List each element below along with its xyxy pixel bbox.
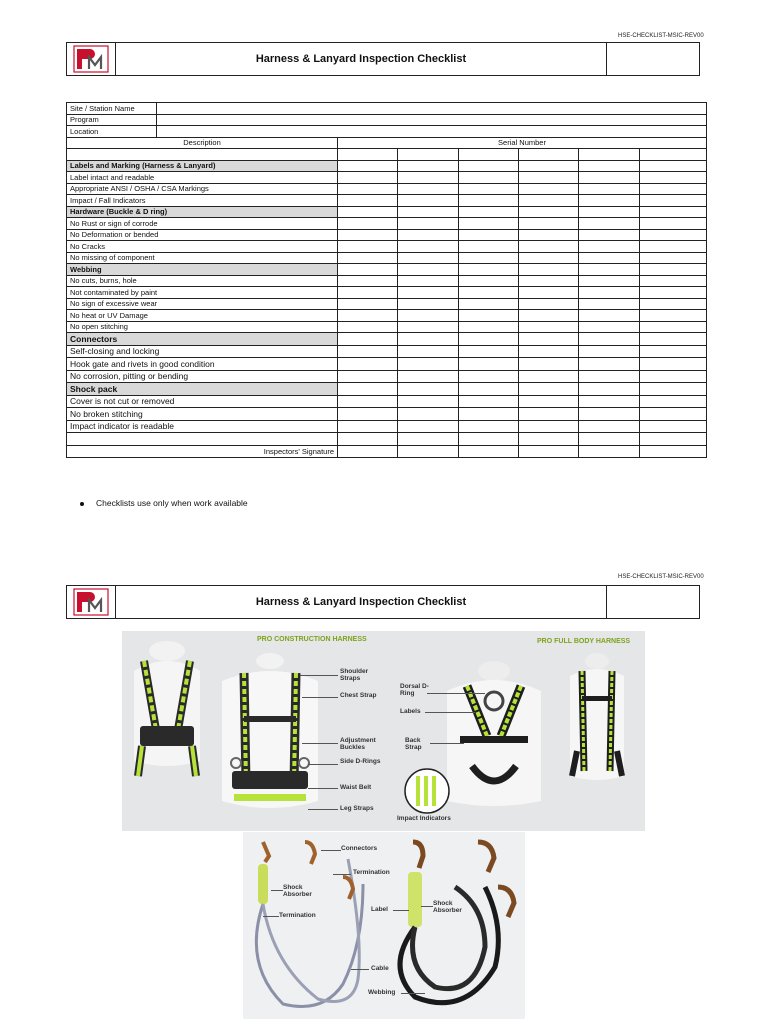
check-cell[interactable] [579, 358, 640, 371]
checklist-item-row [67, 310, 707, 322]
check-cell[interactable] [398, 252, 459, 264]
check-cell[interactable] [519, 206, 579, 218]
column-header-row [67, 137, 707, 149]
check-cell[interactable] [459, 370, 519, 383]
check-cell[interactable] [459, 321, 519, 333]
serial-number-header: Serial Number [338, 137, 707, 149]
document-ref-box [606, 586, 699, 618]
label-adjustment-buckles: Adjustment Buckles [340, 737, 376, 751]
checklist-item-label: Self-closing and locking [67, 345, 338, 358]
check-cell[interactable] [640, 206, 707, 218]
check-cell[interactable] [338, 358, 398, 371]
checklist-item-label: No heat or UV Damage [67, 310, 338, 322]
signature-row [67, 445, 707, 458]
section-heading: Connectors [67, 333, 338, 346]
webbing-lanyard-image [400, 842, 514, 1003]
check-cell[interactable] [519, 183, 579, 195]
checklist-item-label: Impact indicator is readable [67, 420, 338, 433]
check-cell[interactable] [519, 358, 579, 371]
check-cell[interactable] [519, 395, 579, 408]
check-cell[interactable] [579, 264, 640, 276]
check-cell[interactable] [338, 241, 398, 253]
serial-number-cell[interactable] [640, 149, 707, 161]
info-label: Location [67, 126, 157, 138]
serial-number-cell[interactable] [338, 149, 398, 161]
check-cell[interactable] [338, 160, 398, 172]
check-cell[interactable] [398, 298, 459, 310]
checklist-item-row [67, 408, 707, 421]
check-cell[interactable] [338, 321, 398, 333]
checklist-item-label: No open stitching [67, 321, 338, 333]
info-value-field[interactable] [157, 114, 707, 126]
document-code-page2: HSE-CHECKLIST-MSIC-REV00 [618, 574, 704, 580]
blank-cell [67, 149, 338, 161]
info-label: Program [67, 114, 157, 126]
check-cell[interactable] [519, 321, 579, 333]
check-cell[interactable] [459, 172, 519, 184]
check-cell[interactable] [579, 275, 640, 287]
signature-cell[interactable] [338, 445, 398, 458]
check-cell[interactable] [338, 218, 398, 230]
checklist-item-row [67, 395, 707, 408]
checklist-item-label: Cover is not cut or removed [67, 395, 338, 408]
check-cell[interactable] [579, 252, 640, 264]
check-cell[interactable] [519, 298, 579, 310]
check-cell[interactable] [519, 433, 579, 446]
check-cell[interactable] [640, 345, 707, 358]
info-row [67, 114, 707, 126]
info-value-field[interactable] [157, 126, 707, 138]
check-cell[interactable] [398, 160, 459, 172]
check-cell[interactable] [459, 218, 519, 230]
check-cell[interactable] [338, 345, 398, 358]
section-heading-row [67, 160, 707, 172]
checklist-item-label: No corrosion, pitting or bending [67, 370, 338, 383]
checklist-item-label: No Rust or sign of corrode [67, 218, 338, 230]
check-cell[interactable] [459, 433, 519, 446]
construction-harness-front-image [222, 653, 318, 808]
checklist-item-label: No broken stitching [67, 408, 338, 421]
harness-diagram-photo [122, 631, 645, 831]
check-cell[interactable] [640, 172, 707, 184]
check-cell[interactable] [398, 358, 459, 371]
company-logo [67, 586, 116, 618]
serial-number-row [67, 149, 707, 161]
check-cell[interactable] [338, 172, 398, 184]
check-cell[interactable] [640, 333, 707, 346]
check-cell[interactable] [640, 241, 707, 253]
check-cell[interactable] [398, 264, 459, 276]
checklist-item-label: Hook gate and rivets in good condition [67, 358, 338, 371]
check-cell[interactable] [338, 310, 398, 322]
check-cell[interactable] [579, 408, 640, 421]
check-cell[interactable] [338, 333, 398, 346]
label-shock-absorber-left: Shock Absorber [283, 884, 312, 898]
check-cell[interactable] [640, 358, 707, 371]
check-cell[interactable] [338, 183, 398, 195]
label-chest-strap: Chest Strap [340, 692, 377, 699]
info-row [67, 126, 707, 138]
checklist-item-row [67, 241, 707, 253]
check-cell[interactable] [579, 310, 640, 322]
checklist-item-label: No sign of excessive wear [67, 298, 338, 310]
checklist-item-label: Label intact and readable [67, 172, 338, 184]
check-cell[interactable] [640, 370, 707, 383]
check-cell[interactable] [338, 287, 398, 299]
check-cell[interactable] [519, 345, 579, 358]
document-header [66, 42, 700, 76]
checklist-item-row [67, 358, 707, 371]
check-cell[interactable] [579, 433, 640, 446]
check-cell[interactable] [640, 229, 707, 241]
document-header-page2 [66, 585, 700, 619]
check-cell[interactable] [459, 383, 519, 396]
signature-label: Inspectors' Signature [67, 445, 338, 458]
check-cell[interactable] [338, 229, 398, 241]
check-cell[interactable] [579, 395, 640, 408]
check-cell[interactable] [398, 241, 459, 253]
note-text: Checklists use only when work available [96, 498, 248, 508]
check-cell[interactable] [459, 345, 519, 358]
check-cell[interactable] [459, 229, 519, 241]
blank-cell [67, 433, 338, 446]
check-cell[interactable] [640, 287, 707, 299]
check-cell[interactable] [338, 370, 398, 383]
check-cell[interactable] [640, 252, 707, 264]
signature-cell[interactable] [398, 445, 459, 458]
section-heading-row [67, 206, 707, 218]
check-cell[interactable] [519, 229, 579, 241]
cable-lanyard-image [256, 842, 363, 1007]
section-heading: Shock pack [67, 383, 338, 396]
check-cell[interactable] [398, 183, 459, 195]
check-cell[interactable] [519, 264, 579, 276]
serial-number-cell[interactable] [579, 149, 640, 161]
checklist-item-row [67, 370, 707, 383]
checklist-item-row [67, 183, 707, 195]
check-cell[interactable] [398, 408, 459, 421]
check-cell[interactable] [519, 275, 579, 287]
label-shoulder-straps: Shoulder Straps [340, 668, 369, 682]
label-label: Label [371, 906, 388, 913]
check-cell[interactable] [459, 160, 519, 172]
check-cell[interactable] [519, 333, 579, 346]
check-cell[interactable] [338, 206, 398, 218]
check-cell[interactable] [640, 433, 707, 446]
fullbody-harness-title: PRO FULL BODY HARNESS [537, 638, 631, 645]
section-heading-row [67, 333, 707, 346]
checklist-item-row [67, 298, 707, 310]
checklist-item-label: No Cracks [67, 241, 338, 253]
check-cell[interactable] [398, 333, 459, 346]
check-cell[interactable] [579, 321, 640, 333]
check-cell[interactable] [398, 218, 459, 230]
check-cell[interactable] [579, 370, 640, 383]
check-cell[interactable] [579, 195, 640, 207]
check-cell[interactable] [398, 433, 459, 446]
check-cell[interactable] [338, 383, 398, 396]
section-heading-row [67, 383, 707, 396]
info-label: Site / Station Name [67, 103, 157, 115]
checklist-item-row [67, 420, 707, 433]
check-cell[interactable] [459, 264, 519, 276]
check-cell[interactable] [519, 241, 579, 253]
check-cell[interactable] [579, 172, 640, 184]
info-row [67, 103, 707, 115]
label-shock-absorber-right: Shock Absorber [433, 900, 462, 914]
check-cell[interactable] [519, 370, 579, 383]
check-cell[interactable] [459, 252, 519, 264]
check-cell[interactable] [519, 252, 579, 264]
check-cell[interactable] [519, 195, 579, 207]
check-cell[interactable] [640, 408, 707, 421]
check-cell[interactable] [579, 333, 640, 346]
check-cell[interactable] [519, 287, 579, 299]
check-cell[interactable] [398, 321, 459, 333]
check-cell[interactable] [640, 395, 707, 408]
checklist-item-label: Not contaminated by paint [67, 287, 338, 299]
check-cell[interactable] [398, 229, 459, 241]
checklist-note [80, 498, 248, 508]
company-logo [67, 43, 116, 75]
check-cell[interactable] [459, 420, 519, 433]
check-cell[interactable] [579, 298, 640, 310]
check-cell[interactable] [519, 408, 579, 421]
check-cell[interactable] [459, 310, 519, 322]
checklist-item-label: No missing of component [67, 252, 338, 264]
check-cell[interactable] [398, 370, 459, 383]
label-leg-straps: Leg Straps [340, 805, 374, 812]
check-cell[interactable] [459, 298, 519, 310]
check-cell[interactable] [579, 383, 640, 396]
check-cell[interactable] [398, 395, 459, 408]
label-side-d-rings: Side D-Rings [340, 758, 381, 765]
lanyard-diagram-photo [243, 832, 525, 1019]
check-cell[interactable] [459, 395, 519, 408]
check-cell[interactable] [459, 206, 519, 218]
check-cell[interactable] [640, 160, 707, 172]
check-cell[interactable] [459, 275, 519, 287]
check-cell[interactable] [338, 420, 398, 433]
label-impact-indicators: Impact Indicators [397, 815, 451, 822]
signature-cell[interactable] [519, 445, 579, 458]
label-webbing: Webbing [368, 989, 396, 996]
section-heading-row [67, 264, 707, 276]
check-cell[interactable] [519, 310, 579, 322]
check-cell[interactable] [338, 252, 398, 264]
section-heading: Webbing [67, 264, 338, 276]
label-cable: Cable [371, 965, 389, 972]
description-header: Description [67, 137, 338, 149]
blank-row [67, 433, 707, 446]
document-code: HSE-CHECKLIST-MSIC-REV00 [618, 33, 704, 39]
document-title: Harness & Lanyard Inspection Checklist [255, 53, 467, 65]
check-cell[interactable] [398, 195, 459, 207]
check-cell[interactable] [579, 345, 640, 358]
serial-number-cell[interactable] [459, 149, 519, 161]
check-cell[interactable] [519, 160, 579, 172]
check-cell[interactable] [579, 241, 640, 253]
document-title-page2: Harness & Lanyard Inspection Checklist [255, 596, 467, 608]
check-cell[interactable] [640, 195, 707, 207]
check-cell[interactable] [640, 321, 707, 333]
serial-number-cell[interactable] [398, 149, 459, 161]
check-cell[interactable] [640, 275, 707, 287]
checklist-item-label: Appropriate ANSI / OSHA / CSA Markings [67, 183, 338, 195]
check-cell[interactable] [398, 310, 459, 322]
check-cell[interactable] [519, 172, 579, 184]
check-cell[interactable] [459, 287, 519, 299]
check-cell[interactable] [459, 241, 519, 253]
check-cell[interactable] [398, 275, 459, 287]
info-value-field[interactable] [157, 103, 707, 115]
signature-cell[interactable] [579, 445, 640, 458]
check-cell[interactable] [459, 408, 519, 421]
label-dorsal-d-ring: Dorsal D-Ring [400, 683, 429, 697]
construction-harness-title: PRO CONSTRUCTION HARNESS [257, 636, 367, 643]
checklist-item-row [67, 172, 707, 184]
checklist-item-row [67, 321, 707, 333]
check-cell[interactable] [338, 433, 398, 446]
check-cell[interactable] [338, 195, 398, 207]
check-cell[interactable] [640, 383, 707, 396]
construction-harness-back-image [134, 641, 200, 776]
check-cell[interactable] [519, 383, 579, 396]
signature-cell[interactable] [640, 445, 707, 458]
checklist-item-label: No cuts, burns, hole [67, 275, 338, 287]
section-heading: Labels and Marking (Harness & Lanyard) [67, 160, 338, 172]
check-cell[interactable] [398, 172, 459, 184]
check-cell[interactable] [640, 218, 707, 230]
check-cell[interactable] [579, 160, 640, 172]
label-waist-belt: Waist Belt [340, 784, 372, 791]
checklist-item-label: Impact / Fall Indicators [67, 195, 338, 207]
check-cell[interactable] [338, 264, 398, 276]
label-labels: Labels [400, 708, 421, 715]
check-cell[interactable] [459, 195, 519, 207]
check-cell[interactable] [640, 420, 707, 433]
bullet-icon [80, 502, 84, 506]
label-connectors: Connectors [341, 845, 378, 852]
check-cell[interactable] [579, 218, 640, 230]
check-cell[interactable] [640, 310, 707, 322]
checklist-item-row [67, 275, 707, 287]
checklist-item-row [67, 195, 707, 207]
check-cell[interactable] [640, 298, 707, 310]
checklist-item-row [67, 218, 707, 230]
serial-number-cell[interactable] [519, 149, 579, 161]
label-back-strap: Back Strap [405, 737, 422, 751]
check-cell[interactable] [579, 206, 640, 218]
check-cell[interactable] [579, 420, 640, 433]
checklist-item-label: No Deformation or bended [67, 229, 338, 241]
signature-cell[interactable] [459, 445, 519, 458]
section-heading: Hardware (Buckle & D ring) [67, 206, 338, 218]
checklist-item-row [67, 345, 707, 358]
check-cell[interactable] [640, 264, 707, 276]
check-cell[interactable] [459, 183, 519, 195]
check-cell[interactable] [398, 206, 459, 218]
check-cell[interactable] [519, 420, 579, 433]
document-ref-box [606, 43, 699, 75]
label-termination-top: Termination [353, 869, 390, 876]
check-cell[interactable] [338, 408, 398, 421]
check-cell[interactable] [398, 345, 459, 358]
check-cell[interactable] [459, 358, 519, 371]
check-cell[interactable] [640, 183, 707, 195]
checklist-item-row [67, 229, 707, 241]
check-cell[interactable] [338, 395, 398, 408]
check-cell[interactable] [398, 383, 459, 396]
check-cell[interactable] [398, 287, 459, 299]
check-cell[interactable] [398, 420, 459, 433]
inspection-checklist-table [66, 102, 707, 458]
check-cell[interactable] [459, 333, 519, 346]
check-cell[interactable] [579, 229, 640, 241]
fullbody-harness-front-image [570, 653, 624, 780]
check-cell[interactable] [519, 218, 579, 230]
check-cell[interactable] [579, 183, 640, 195]
check-cell[interactable] [338, 298, 398, 310]
check-cell[interactable] [338, 275, 398, 287]
checklist-item-row [67, 252, 707, 264]
label-termination-left: Termination [279, 912, 316, 919]
check-cell[interactable] [579, 287, 640, 299]
checklist-item-row [67, 287, 707, 299]
